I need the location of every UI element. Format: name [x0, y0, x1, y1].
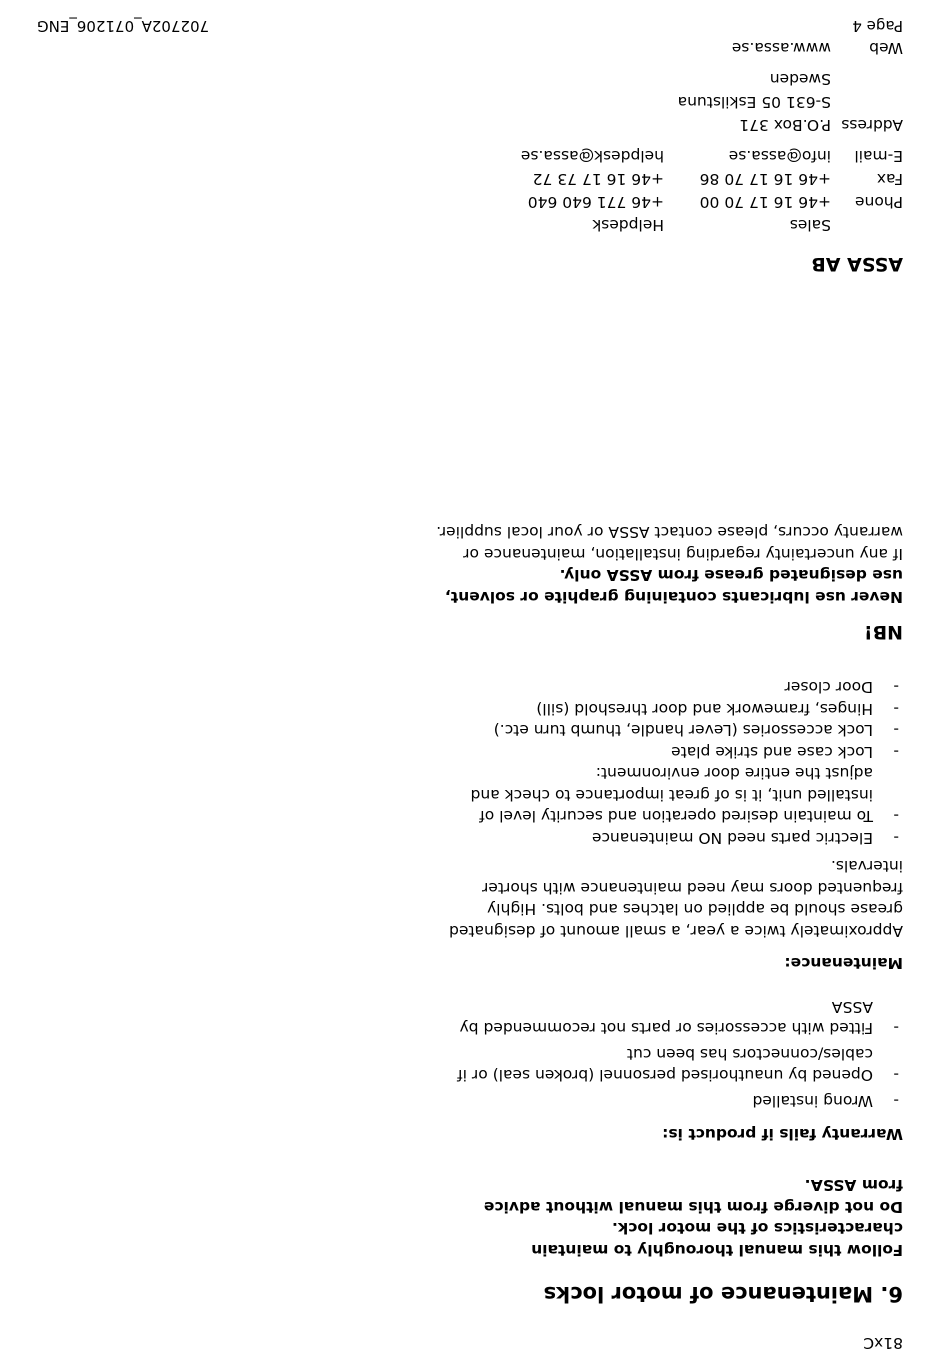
sales-email: info@assa.se [728, 147, 831, 165]
list-item: - Hinges, framework and door threshold (sill) [423, 698, 903, 720]
helpdesk-phone: +46 771 640 640 [527, 193, 664, 211]
contact-row-email [403, 144, 903, 167]
nb-body: If any uncertainty regarding installation, maintenance or warranty occurs, please contact ASSA or your local supplier. [436, 523, 903, 563]
nb-warning: Never use lubricants containing graphite or solvent, use designated grease from ASSA only. [444, 566, 903, 606]
warranty-heading: Warranty fails if product is: [662, 1125, 903, 1143]
sales-column-header: Sales [789, 216, 831, 234]
header-code: 81xC [863, 1334, 903, 1352]
maintenance-heading: Maintenance: [784, 954, 903, 972]
address-line: Sweden [769, 70, 831, 88]
phone-label: Phone [854, 193, 903, 211]
list-item: - Electric parts need NO maintenance [423, 827, 903, 849]
intro-line: Follow this manual thoroughly to maintain [531, 1241, 903, 1259]
web-label: Web [869, 39, 903, 57]
address-label: Address [841, 116, 903, 134]
maintenance-body: Approximately twice a year, a small amount of designated grease should be applied on latches and bolts. Highly frequented doors may need maintenance with shorter intervals. [449, 857, 903, 940]
intro-line: characteristics of the motor lock. [612, 1219, 903, 1238]
maintenance-list [423, 676, 903, 848]
page-number: Page 4 [852, 17, 903, 35]
sales-fax: +46 16 17 70 86 [699, 170, 831, 188]
web-address: www.assa.se [731, 39, 831, 57]
nb-heading: NB! [863, 621, 903, 643]
fax-label: Fax [876, 170, 903, 188]
address-line: P.O.Box 371 [739, 116, 831, 134]
intro-line: from ASSA. [804, 1176, 903, 1195]
contact-row-fax [403, 167, 903, 190]
helpdesk-email: helpdesk@assa.se [520, 147, 664, 165]
contact-row-phone [403, 190, 903, 213]
list-item: - Lock accessories (Lever handle, thumb turn etc.) [423, 719, 903, 741]
list-item: - To maintain desired operation and security level of installed unit, it is of great importance to check and adjust the entire door environment: [423, 762, 903, 827]
company-name: ASSA AB [811, 253, 903, 275]
warranty-list [433, 996, 903, 1112]
sales-phone: +46 16 17 70 00 [699, 193, 831, 211]
document-id: 702702A_071206_ENG [37, 17, 210, 35]
address-block [678, 67, 831, 136]
intro-line: Do not diverge from this manual without advice [483, 1198, 903, 1216]
contact-header-row [403, 213, 903, 236]
intro-text [383, 1174, 903, 1260]
list-item: - Door closer [423, 676, 903, 698]
contact-row-web [403, 36, 903, 59]
list-item: - Fitted with accessories or parts not recommended by ASSA [433, 996, 903, 1039]
section-title: 6. Maintenance of motor locks [543, 1282, 903, 1306]
email-label: E-mail [854, 147, 903, 165]
list-item: - Opened by unauthorised personnel (broken seal) or if cables/connectors has been cut [433, 1043, 903, 1086]
address-line: S-631 05 Eskilstuna [677, 93, 831, 111]
helpdesk-column-header: Helpdesk [592, 216, 664, 234]
list-item: - Wrong installed [433, 1090, 903, 1112]
list-item: - Lock case and strike plate [423, 741, 903, 763]
contact-row-address [403, 67, 903, 136]
helpdesk-fax: +46 16 17 73 72 [532, 170, 664, 188]
contact-table [403, 36, 903, 236]
